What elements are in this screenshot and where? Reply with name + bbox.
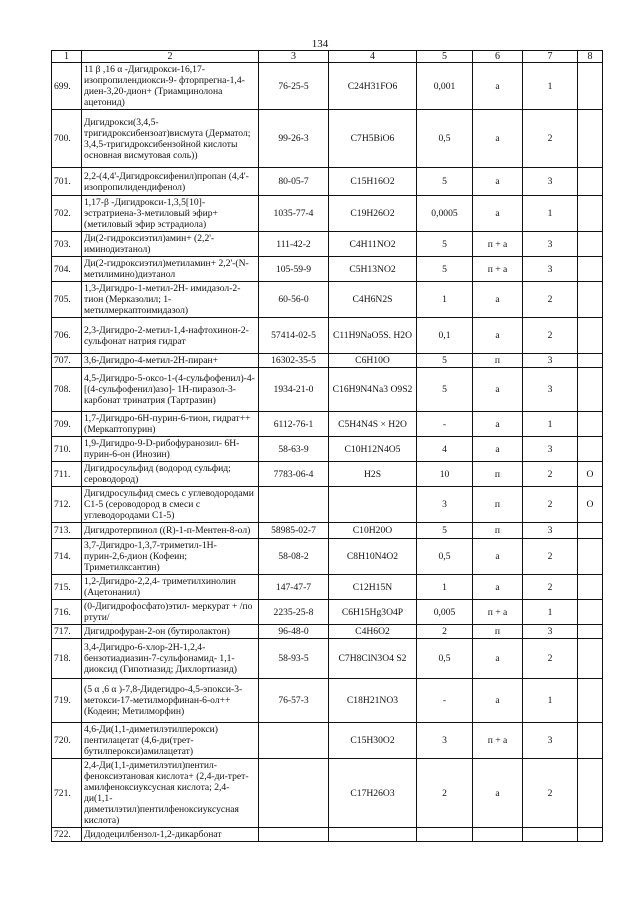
aggregate-state: а bbox=[473, 368, 523, 412]
aggregate-state bbox=[473, 828, 523, 842]
mac-value: - bbox=[417, 412, 473, 437]
aggregate-state: а bbox=[473, 539, 523, 575]
row-number: 717. bbox=[52, 625, 82, 639]
hazard-class: 2 bbox=[523, 539, 578, 575]
note-mark bbox=[578, 437, 603, 462]
hazard-class: 2 bbox=[523, 110, 578, 168]
substance-name: Дигидрокси(3,4,5-тригидроксибензоат)висмута (Дерматол; 3,4,5-тригидроксибензойной кислоты основная висмутовая соль)) bbox=[82, 110, 259, 168]
note-mark bbox=[578, 196, 603, 232]
aggregate-state: а bbox=[473, 168, 523, 196]
hazard-class: 3 bbox=[523, 723, 578, 759]
row-number: 706. bbox=[52, 318, 82, 354]
chemical-formula: C15H16O2 bbox=[329, 168, 417, 196]
cas-number: 16302-35-5 bbox=[259, 354, 329, 368]
aggregate-state: п + а bbox=[473, 600, 523, 625]
chemical-formula: H2S bbox=[329, 462, 417, 487]
row-number: 718. bbox=[52, 639, 82, 679]
aggregate-state: а bbox=[473, 110, 523, 168]
table-row bbox=[52, 368, 603, 412]
row-number: 705. bbox=[52, 282, 82, 318]
mac-value: 0,5 bbox=[417, 539, 473, 575]
substance-name: Дигидросульфид смесь с углеводородами С1-5 (сероводород в смеси с углеводородами С1-5) bbox=[82, 487, 259, 523]
note-mark bbox=[578, 539, 603, 575]
aggregate-state: п + а bbox=[473, 257, 523, 282]
note-mark bbox=[578, 368, 603, 412]
chemical-formula: C10H12N4O5 bbox=[329, 437, 417, 462]
aggregate-state: а bbox=[473, 63, 523, 110]
chemical-formula: C6H15Hg3O4P bbox=[329, 600, 417, 625]
row-number: 714. bbox=[52, 539, 82, 575]
row-number: 722. bbox=[52, 828, 82, 842]
mac-value: 1 bbox=[417, 282, 473, 318]
substance-name: 3,6-Дигидро-4-метил-2Н-пиран+ bbox=[82, 354, 259, 368]
header-col-1: 1 bbox=[52, 51, 82, 63]
cas-number: 80-05-7 bbox=[259, 168, 329, 196]
cas-number bbox=[259, 828, 329, 842]
note-mark bbox=[578, 639, 603, 679]
mac-value: 5 bbox=[417, 257, 473, 282]
mac-value: 1 bbox=[417, 575, 473, 600]
cas-number: 96-48-0 bbox=[259, 625, 329, 639]
page-number: 134 bbox=[311, 38, 329, 50]
hazard-class: 1 bbox=[523, 196, 578, 232]
table-row bbox=[52, 63, 603, 110]
substance-name: Ди(2-гидроксиэтил)метиламин+ 2,2'-(N-метилимино)диэтанол bbox=[82, 257, 259, 282]
chemical-formula: C4H6N2S bbox=[329, 282, 417, 318]
table-row bbox=[52, 318, 603, 354]
substance-name: Дигидрофуран-2-он (бутиролактон) bbox=[82, 625, 259, 639]
aggregate-state: п bbox=[473, 462, 523, 487]
mac-value: 3 bbox=[417, 487, 473, 523]
substance-name: 2,3-Дигидро-2-метил-1,4-нафтохинон-2-сульфонат натрия гидрат bbox=[82, 318, 259, 354]
cas-number: 58-08-2 bbox=[259, 539, 329, 575]
substance-name: 2,4-Ди(1,1-диметилэтил)пентил-феноксиэтановая кислота+ (2,4-ди-трет-амилфеноксиуксусная кислота; 2,4-ди(1,1-диметилэтил)пентилфеноксиуксусная кислота) bbox=[82, 759, 259, 828]
note-mark bbox=[578, 282, 603, 318]
row-number: 699. bbox=[52, 63, 82, 110]
row-number: 720. bbox=[52, 723, 82, 759]
chemical-formula: C7H5BiO6 bbox=[329, 110, 417, 168]
mac-value: 2 bbox=[417, 625, 473, 639]
cas-number: 147-47-7 bbox=[259, 575, 329, 600]
hazard-class bbox=[523, 828, 578, 842]
substance-name: 1,7-Дигидро-6Н-пурин-6-тион, гидрат++ (Меркаптопурин) bbox=[82, 412, 259, 437]
chemical-formula: C19H26O2 bbox=[329, 196, 417, 232]
row-number: 707. bbox=[52, 354, 82, 368]
row-number: 701. bbox=[52, 168, 82, 196]
aggregate-state: а bbox=[473, 282, 523, 318]
chemical-formula: C15H30O2 bbox=[329, 723, 417, 759]
mac-value: 3 bbox=[417, 723, 473, 759]
header-col-5: 5 bbox=[417, 51, 473, 63]
hazard-class: 2 bbox=[523, 462, 578, 487]
table-row bbox=[52, 723, 603, 759]
chemical-formula: C4H6O2 bbox=[329, 625, 417, 639]
header-col-3: 3 bbox=[259, 51, 329, 63]
table-row bbox=[52, 625, 603, 639]
cas-number: 6112-76-1 bbox=[259, 412, 329, 437]
note-mark: О bbox=[578, 462, 603, 487]
mac-value: 5 bbox=[417, 168, 473, 196]
mac-value: 10 bbox=[417, 462, 473, 487]
cas-number bbox=[259, 759, 329, 828]
hazard-class: 3 bbox=[523, 523, 578, 539]
mac-value: - bbox=[417, 679, 473, 723]
hazard-class: 3 bbox=[523, 354, 578, 368]
hazard-class: 2 bbox=[523, 487, 578, 523]
note-mark bbox=[578, 354, 603, 368]
cas-number: 111-42-2 bbox=[259, 232, 329, 257]
table-row bbox=[52, 639, 603, 679]
chemical-formula: C5H13NO2 bbox=[329, 257, 417, 282]
substance-name: Дигидросульфид (водород сульфид; сероводород) bbox=[82, 462, 259, 487]
substance-name: 2,2-(4,4'-Дигидроксифенил)пропан (4,4'-изопропилидендифенол) bbox=[82, 168, 259, 196]
mac-value: 0,5 bbox=[417, 110, 473, 168]
substance-name: 3,7-Дигидро-1,3,7-триметил-1Н-пурин-2,6-дион (Кофеин; Триметилксантин) bbox=[82, 539, 259, 575]
note-mark bbox=[578, 63, 603, 110]
chemical-formula: C4H11NO2 bbox=[329, 232, 417, 257]
chemical-formula bbox=[329, 828, 417, 842]
substance-name: Дигидротерпинол ((R)-1-п-Ментен-8-ол) bbox=[82, 523, 259, 539]
mac-value: 2 bbox=[417, 759, 473, 828]
cas-number bbox=[259, 487, 329, 523]
chemical-formula: C5H4N4S × H2O bbox=[329, 412, 417, 437]
hazard-class: 1 bbox=[523, 412, 578, 437]
note-mark bbox=[578, 257, 603, 282]
substance-name: 3,4-Дигидро-6-хлор-2Н-1,2,4-бензотиадиазин-7-сульфонамид- 1,1-диоксид (Гипотиазид; Дихлортиазид) bbox=[82, 639, 259, 679]
substance-name: 1,9-Дигидро-9-D-рибофуранозил- 6Н-пурин-6-он (Инозин) bbox=[82, 437, 259, 462]
note-mark bbox=[578, 318, 603, 354]
row-number: 708. bbox=[52, 368, 82, 412]
mac-value: 4 bbox=[417, 437, 473, 462]
substance-name: Ди(2-гидроксиэтил)амин+ (2,2'-иминодиэтанол) bbox=[82, 232, 259, 257]
chemical-formula: C17H26O3 bbox=[329, 759, 417, 828]
header-col-6: 6 bbox=[473, 51, 523, 63]
aggregate-state: а bbox=[473, 412, 523, 437]
cas-number: 58-93-5 bbox=[259, 639, 329, 679]
hazard-class: 3 bbox=[523, 625, 578, 639]
table-body bbox=[52, 63, 603, 842]
hazard-class: 3 bbox=[523, 168, 578, 196]
table-row bbox=[52, 168, 603, 196]
row-number: 719. bbox=[52, 679, 82, 723]
cas-number: 58985-02-7 bbox=[259, 523, 329, 539]
note-mark bbox=[578, 828, 603, 842]
aggregate-state: а bbox=[473, 639, 523, 679]
chemical-formula bbox=[329, 487, 417, 523]
hazard-class: 2 bbox=[523, 575, 578, 600]
table-row bbox=[52, 196, 603, 232]
note-mark bbox=[578, 168, 603, 196]
hazard-class: 2 bbox=[523, 318, 578, 354]
aggregate-state: а bbox=[473, 575, 523, 600]
mac-value bbox=[417, 828, 473, 842]
mac-value: 0,005 bbox=[417, 600, 473, 625]
substance-name: 1,2-Дигидро-2,2,4- триметилхинолин (Ацетонанил) bbox=[82, 575, 259, 600]
table-row bbox=[52, 110, 603, 168]
substance-name: (5 α ,6 α )-7,8-Дидегидро-4,5-эпокси-3-метокси-17-метилморфинан-6-ол++ (Кодеин; Метилморфин) bbox=[82, 679, 259, 723]
chemical-formula: C12H15N bbox=[329, 575, 417, 600]
header-row bbox=[52, 51, 603, 63]
header-col-8: 8 bbox=[578, 51, 603, 63]
table-row bbox=[52, 282, 603, 318]
table-row bbox=[52, 462, 603, 487]
note-mark bbox=[578, 110, 603, 168]
chemical-formula: C8H10N4O2 bbox=[329, 539, 417, 575]
row-number: 709. bbox=[52, 412, 82, 437]
aggregate-state: а bbox=[473, 679, 523, 723]
hazard-class: 1 bbox=[523, 679, 578, 723]
chemical-formula: C7H8ClN3O4 S2 bbox=[329, 639, 417, 679]
cas-number: 2235-25-8 bbox=[259, 600, 329, 625]
table-row bbox=[52, 412, 603, 437]
mac-value: 0,1 bbox=[417, 318, 473, 354]
chemical-formula: C10H20O bbox=[329, 523, 417, 539]
hazard-class: 2 bbox=[523, 282, 578, 318]
cas-number: 76-57-3 bbox=[259, 679, 329, 723]
substance-name: 4,6-Ди(1,1-диметилэтилперокси) пентилацетат (4,6-ди(трет-бутилперокси)амилацетат) bbox=[82, 723, 259, 759]
row-number: 710. bbox=[52, 437, 82, 462]
hazard-class: 3 bbox=[523, 437, 578, 462]
note-mark bbox=[578, 625, 603, 639]
note-mark bbox=[578, 723, 603, 759]
header-col-4: 4 bbox=[329, 51, 417, 63]
note-mark bbox=[578, 679, 603, 723]
cas-number: 1035-77-4 bbox=[259, 196, 329, 232]
hazard-class: 3 bbox=[523, 368, 578, 412]
table-row bbox=[52, 828, 603, 842]
hazard-class: 3 bbox=[523, 257, 578, 282]
table-row bbox=[52, 759, 603, 828]
row-number: 715. bbox=[52, 575, 82, 600]
aggregate-state: п bbox=[473, 354, 523, 368]
note-mark bbox=[578, 759, 603, 828]
table-row bbox=[52, 354, 603, 368]
cas-number: 76-25-5 bbox=[259, 63, 329, 110]
note-mark bbox=[578, 600, 603, 625]
aggregate-state: п + а bbox=[473, 723, 523, 759]
row-number: 704. bbox=[52, 257, 82, 282]
mac-value: 0,5 bbox=[417, 639, 473, 679]
substances-table bbox=[51, 50, 603, 842]
mac-value: 5 bbox=[417, 368, 473, 412]
cas-number: 60-56-0 bbox=[259, 282, 329, 318]
table-row bbox=[52, 679, 603, 723]
substance-name: 11 β ,16 α -Дигидрокси-16,17-изопропилендиокси-9- фторпрегна-1,4-диен-3,20-дион+ (Триамцинолона ацетонид) bbox=[82, 63, 259, 110]
cas-number: 105-59-9 bbox=[259, 257, 329, 282]
chemical-formula: C6H10O bbox=[329, 354, 417, 368]
row-number: 713. bbox=[52, 523, 82, 539]
mac-value: 0,0005 bbox=[417, 196, 473, 232]
aggregate-state: а bbox=[473, 318, 523, 354]
note-mark bbox=[578, 523, 603, 539]
row-number: 711. bbox=[52, 462, 82, 487]
row-number: 700. bbox=[52, 110, 82, 168]
row-number: 703. bbox=[52, 232, 82, 257]
note-mark bbox=[578, 575, 603, 600]
table-row bbox=[52, 487, 603, 523]
cas-number: 1934-21-0 bbox=[259, 368, 329, 412]
hazard-class: 2 bbox=[523, 759, 578, 828]
chemical-formula: C24H31FO6 bbox=[329, 63, 417, 110]
hazard-class: 3 bbox=[523, 232, 578, 257]
chemical-formula: C18H21NO3 bbox=[329, 679, 417, 723]
aggregate-state: п bbox=[473, 523, 523, 539]
hazard-class: 2 bbox=[523, 639, 578, 679]
table-row bbox=[52, 539, 603, 575]
header-col-2: 2 bbox=[82, 51, 259, 63]
row-number: 716. bbox=[52, 600, 82, 625]
note-mark bbox=[578, 412, 603, 437]
table-row bbox=[52, 523, 603, 539]
table-row bbox=[52, 575, 603, 600]
aggregate-state: п bbox=[473, 625, 523, 639]
note-mark bbox=[578, 232, 603, 257]
cas-number: 58-63-9 bbox=[259, 437, 329, 462]
aggregate-state: а bbox=[473, 759, 523, 828]
cas-number bbox=[259, 723, 329, 759]
mac-value: 5 bbox=[417, 232, 473, 257]
row-number: 721. bbox=[52, 759, 82, 828]
substance-name: 4,5-Дигидро-5-оксо-1-(4-сульфофенил)-4-[(4-сульфофенил)азо]- 1Н-пиразол-3-карбонат тринатрия (Тартразин) bbox=[82, 368, 259, 412]
chemical-formula: C11H9NaO5S. H2O bbox=[329, 318, 417, 354]
row-number: 712. bbox=[52, 487, 82, 523]
header-col-7: 7 bbox=[523, 51, 578, 63]
cas-number: 7783-06-4 bbox=[259, 462, 329, 487]
table-row bbox=[52, 437, 603, 462]
aggregate-state: а bbox=[473, 437, 523, 462]
hazard-class: 1 bbox=[523, 63, 578, 110]
cas-number: 99-26-3 bbox=[259, 110, 329, 168]
substance-name: 1,3-Дигидро-1-метил-2Н- имидазол-2-тион (Мерказолил; 1-метилмеркаптоимидазол) bbox=[82, 282, 259, 318]
mac-value: 5 bbox=[417, 523, 473, 539]
substance-name: Дидодецилбензол-1,2-дикарбонат bbox=[82, 828, 259, 842]
note-mark: О bbox=[578, 487, 603, 523]
table-row bbox=[52, 232, 603, 257]
substance-name: 1,17-β -Дигидрокси-1,3,5[10]-эстратриена-3-метиловый эфир+ (метиловый эфир эстрадиола) bbox=[82, 196, 259, 232]
row-number: 702. bbox=[52, 196, 82, 232]
chemical-formula: C16H9N4Na3 O9S2 bbox=[329, 368, 417, 412]
mac-value: 5 bbox=[417, 354, 473, 368]
aggregate-state: а bbox=[473, 196, 523, 232]
table-row bbox=[52, 257, 603, 282]
cas-number: 57414-02-5 bbox=[259, 318, 329, 354]
table-row bbox=[52, 600, 603, 625]
mac-value: 0,001 bbox=[417, 63, 473, 110]
aggregate-state: п bbox=[473, 487, 523, 523]
hazard-class: 1 bbox=[523, 600, 578, 625]
substance-name: (0-Дигидрофосфато)этил- меркурат + /по ртути/ bbox=[82, 600, 259, 625]
aggregate-state: п + а bbox=[473, 232, 523, 257]
